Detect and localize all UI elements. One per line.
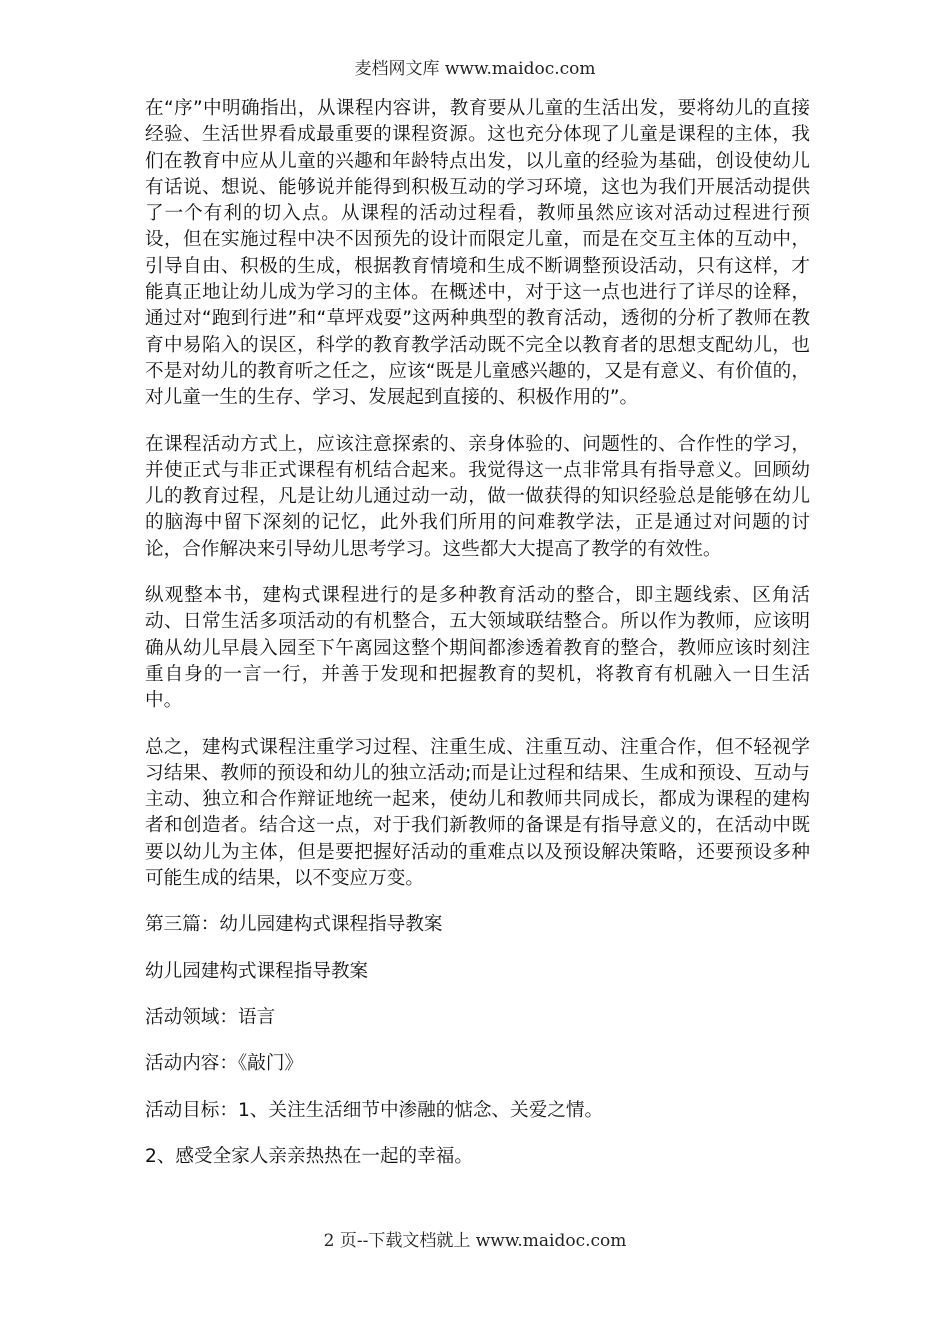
activity-domain: 活动领域：语言 <box>145 1006 276 1028</box>
section-heading: 第三篇：幼儿园建构式课程指导教案 <box>145 914 443 936</box>
activity-goal-2: 2、感受全家人亲亲热热在一起的幸福。 <box>145 1145 473 1167</box>
paragraph-overview: 纵观整本书，建构式课程进行的是多种教育活动的整合，即主题线索、区角活动、日常生活多项活动的有机整合，五大领域联结整合。所以作为教师，应该明确从幼儿早晨入园至下午离园这整个期间都渗透着教育的整合，教师应该时刻注重自身的一言一行，并善于发现和把握教育的契机，将教育有机融入一日生活中。 <box>145 585 810 712</box>
paragraph-preface: 在“序”中明确指出，从课程内容讲，教育要从儿童的生活出发，要将幼儿的直接经验、生活世界看成最重要的课程资源。这也充分体现了儿童是课程的主体，我们在教育中应从儿童的兴趣和年龄特点出发，以儿童的经验为基础，创设使幼儿有话说、想说、能够说并能得到积极互动的学习环境，这也为我们开展活动提供了一个有利的切入点。从课程的活动过程看，教师虽然应该对活动过程进行预设，但在实施过程中决不因预先的设计而限定儿童，而是在交互主体的互动中，引导自由、积极的生成，根据教育情境和生成不断调整预设活动，只有这样，才能真正地让幼儿成为学习的主体。在概述中，对于这一点也进行了详尽的诠释，通过对“跑到行进”和“草坪戏耍”这两种典型的教育活动，透彻的分析了教师在教育中易陷入的误区，科学的教育教学活动既不完全以教育者的思想支配幼儿，也不是对幼儿的教育听之任之，应该“既是儿童感兴趣的，又是有意义、有价值的，对儿童一生的生存、学习、发展起到直接的、积极作用的”。 <box>145 98 810 409</box>
paragraph-conclusion: 总之，建构式课程注重学习过程、注重生成、注重互动、注重合作，但不轻视学习结果、教师的预设和幼儿的独立活动;而是让过程和结果、生成和预设、互动与主动、独立和合作辩证地统一起来，使幼儿和教师共同成长，都成为课程的建构者和创造者。结合这一点，对于我们新教师的备课是有指导意义的，在活动中既要以幼儿为主体，但是要把握好活动的重难点以及预设解决策略，还要预设多种可能生成的结果，以不变应万变。 <box>145 736 810 890</box>
lesson-title: 幼儿园建构式课程指导教案 <box>145 960 369 982</box>
activity-goal-1: 活动目标：1、关注生活细节中渗融的惦念、关爱之情。 <box>145 1099 604 1121</box>
document-body <box>145 96 810 1190</box>
paragraph-activity-method: 在课程活动方式上，应该注意探索的、亲身体验的、问题性的、合作性的学习，并使正式与非正式课程有机结合起来。我觉得这一点非常具有指导意义。回顾幼儿的教育过程，凡是让幼儿通过动一动，做一做获得的知识经验总是能够在幼儿的脑海中留下深刻的记忆，此外我们所用的问难教学法，正是通过对问题的讨论，合作解决来引导幼儿思考学习。这些都大大提高了教学的有效性。 <box>145 433 810 560</box>
page-footer: 2 页--下载文档就上 www.maidoc.com <box>323 1231 627 1251</box>
activity-content: 活动内容：《敲门》 <box>145 1053 304 1075</box>
page-header: 麦档网文库 www.maidoc.com <box>354 59 596 79</box>
